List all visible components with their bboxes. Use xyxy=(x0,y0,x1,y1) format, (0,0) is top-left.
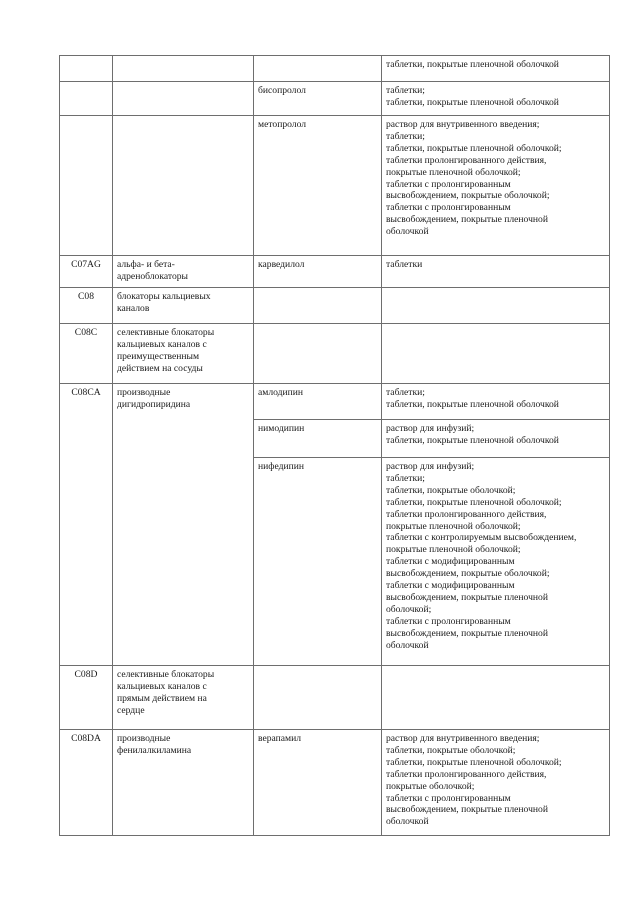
inn-line: нимодипин xyxy=(258,423,305,434)
group-name-line: селективные блокаторы xyxy=(117,327,215,338)
group-name-cell xyxy=(113,666,254,730)
dosage-forms-cell xyxy=(382,256,610,288)
dosage-form-line: таблетки пролонгированного действия, xyxy=(386,508,547,520)
inn-cell xyxy=(254,288,382,324)
inn-cell xyxy=(254,666,382,730)
table-row xyxy=(60,56,610,82)
table-row xyxy=(60,288,610,324)
dosage-form-line: покрытые пленочной оболочкой; xyxy=(386,544,521,556)
table-row xyxy=(60,324,610,384)
table-row xyxy=(60,384,610,420)
inn-line: нифедипин xyxy=(258,461,305,472)
drug-table xyxy=(59,55,610,836)
dosage-form-line: оболочкой xyxy=(386,226,429,238)
atc-code-cell: C08DA xyxy=(60,730,113,836)
atc-code-cell: C08D xyxy=(60,666,113,730)
dosage-form-line: высвобождением, покрытые оболочкой; xyxy=(386,190,550,202)
group-name-cell xyxy=(113,256,254,288)
group-name-line: фенилалкиламина xyxy=(117,744,192,756)
atc-code-cell xyxy=(60,82,113,116)
atc-code-cell: C07AG xyxy=(60,256,113,288)
group-name-line: дигидропиридина xyxy=(117,398,191,410)
dosage-form-line: таблетки, покрытые пленочной оболочкой xyxy=(386,434,559,446)
group-name-line: селективные блокаторы xyxy=(117,669,215,680)
inn-cell xyxy=(254,384,382,420)
group-name-cell xyxy=(113,56,254,82)
dosage-form-line: таблетки, покрытые пленочной оболочкой xyxy=(386,59,559,70)
atc-code-cell: C08CA xyxy=(60,384,113,666)
dosage-form-line: таблетки, покрытые пленочной оболочкой; xyxy=(386,496,562,508)
group-name-cell xyxy=(113,324,254,384)
dosage-form-line: таблетки с пролонгированным xyxy=(386,202,511,214)
inn-cell xyxy=(254,56,382,82)
dosage-form-line: высвобождением, покрытые пленочной xyxy=(386,214,548,226)
dosage-forms-cell xyxy=(382,730,610,836)
dosage-form-line: оболочкой xyxy=(386,816,429,828)
group-name-line: преимущественным xyxy=(117,350,200,362)
dosage-form-line: таблетки с модифицированным xyxy=(386,580,515,592)
dosage-form-line: высвобождением, покрытые оболочкой; xyxy=(386,568,550,580)
group-name-line: производные xyxy=(117,387,171,398)
dosage-form-line: таблетки, покрытые пленочной оболочкой; xyxy=(386,142,562,154)
inn-line: верапамил xyxy=(258,733,302,744)
atc-code-cell xyxy=(60,56,113,82)
dosage-form-line: раствор для внутривенного введения; xyxy=(386,119,540,130)
dosage-forms-cell xyxy=(382,116,610,256)
group-name-cell xyxy=(113,288,254,324)
dosage-form-line: таблетки xyxy=(386,259,423,270)
group-name-line: действием на сосуды xyxy=(117,362,203,374)
dosage-form-line: таблетки с пролонгированным xyxy=(386,178,511,190)
dosage-forms-cell xyxy=(382,56,610,82)
dosage-form-line: таблетки; xyxy=(386,85,425,96)
dosage-form-line: раствор для инфузий; xyxy=(386,461,475,472)
inn-cell xyxy=(254,458,382,666)
dosage-form-line: высвобождением, покрытые пленочной xyxy=(386,627,548,639)
dosage-forms-cell xyxy=(382,324,610,384)
dosage-form-line: покрытые оболочкой; xyxy=(386,780,475,792)
dosage-forms-cell xyxy=(382,420,610,458)
table-row xyxy=(60,116,610,256)
dosage-form-line: таблетки; xyxy=(386,472,425,484)
group-name-line: производные xyxy=(117,733,171,744)
group-name-line: сердце xyxy=(117,704,145,716)
table-row xyxy=(60,82,610,116)
dosage-form-line: раствор для инфузий; xyxy=(386,423,475,434)
dosage-form-line: таблетки, покрытые пленочной оболочкой; xyxy=(386,756,562,768)
dosage-forms-cell xyxy=(382,384,610,420)
inn-line: метопролол xyxy=(258,119,307,130)
dosage-form-line: таблетки, покрытые пленочной оболочкой xyxy=(386,398,559,410)
dosage-forms-cell xyxy=(382,288,610,324)
group-name-cell xyxy=(113,384,254,666)
group-name-line: кальциевых каналов с xyxy=(117,338,207,350)
table-row xyxy=(60,256,610,288)
inn-cell xyxy=(254,420,382,458)
dosage-forms-cell xyxy=(382,458,610,666)
dosage-form-line: таблетки с контролируемым высвобождением, xyxy=(386,532,577,544)
dosage-form-line: таблетки пролонгированного действия, xyxy=(386,154,547,166)
inn-cell xyxy=(254,116,382,256)
inn-line: амлодипин xyxy=(258,387,304,398)
dosage-form-line: таблетки; xyxy=(386,130,425,142)
group-name-cell xyxy=(113,730,254,836)
dosage-form-line: таблетки с пролонгированным xyxy=(386,792,511,804)
dosage-form-line: таблетки; xyxy=(386,387,425,398)
inn-line: бисопролол xyxy=(258,85,306,96)
dosage-form-line: покрытые пленочной оболочкой; xyxy=(386,166,521,178)
dosage-form-line: покрытые пленочной оболочкой; xyxy=(386,520,521,532)
dosage-form-line: таблетки, покрытые пленочной оболочкой xyxy=(386,96,559,108)
group-name-line: альфа- и бета- xyxy=(117,259,175,270)
inn-cell xyxy=(254,730,382,836)
inn-cell xyxy=(254,82,382,116)
group-name-line: блокаторы кальциевых xyxy=(117,291,211,302)
dosage-form-line: раствор для внутривенного введения; xyxy=(386,733,540,744)
group-name-line: кальциевых каналов с xyxy=(117,680,207,692)
atc-code-cell: C08C xyxy=(60,324,113,384)
dosage-form-line: таблетки с модифицированным xyxy=(386,556,515,568)
table-row xyxy=(60,730,610,836)
dosage-form-line: оболочкой; xyxy=(386,603,432,615)
atc-code-cell xyxy=(60,116,113,256)
group-name-line: прямым действием на xyxy=(117,692,207,704)
dosage-form-line: высвобождением, покрытые пленочной xyxy=(386,804,548,816)
dosage-forms-cell xyxy=(382,666,610,730)
dosage-form-line: таблетки с пролонгированным xyxy=(386,615,511,627)
group-name-line: адреноблокаторы xyxy=(117,270,188,282)
dosage-form-line: оболочкой xyxy=(386,639,429,651)
dosage-form-line: таблетки пролонгированного действия, xyxy=(386,768,547,780)
group-name-cell xyxy=(113,116,254,256)
inn-line: карведилол xyxy=(258,259,305,270)
dosage-form-line: таблетки, покрытые оболочкой; xyxy=(386,744,516,756)
inn-cell xyxy=(254,324,382,384)
inn-cell xyxy=(254,256,382,288)
dosage-forms-cell xyxy=(382,82,610,116)
atc-code-cell: C08 xyxy=(60,288,113,324)
dosage-form-line: таблетки, покрытые оболочкой; xyxy=(386,484,516,496)
dosage-form-line: высвобождением, покрытые пленочной xyxy=(386,591,548,603)
group-name-line: каналов xyxy=(117,302,150,314)
table-row xyxy=(60,666,610,730)
group-name-cell xyxy=(113,82,254,116)
